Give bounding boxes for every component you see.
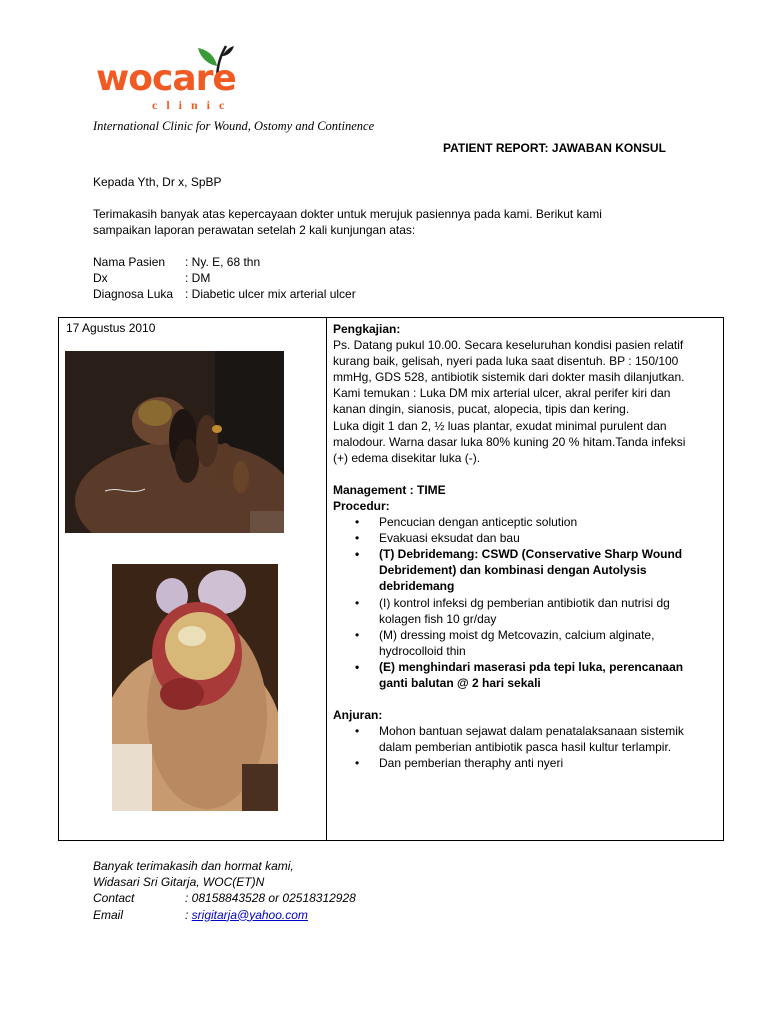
assessment-column: [333, 321, 719, 771]
pengkajian-line: kanan dingin, sianosis, pucat, alopecia, tipis dan kering.: [333, 402, 630, 417]
intro-line: Terimakasih banyak atas kepercayaan dokter untuk merujuk pasiennya pada kami. Berikut kami: [93, 207, 602, 221]
anjuran-list: [333, 723, 719, 771]
procedure-line: • (T) Debridemang: CSWD (Conservative Sharp Wound: [379, 547, 683, 562]
info-row-nama: [93, 254, 260, 270]
intro-paragraph: [93, 206, 653, 238]
procedure-line: hydrocolloid thin: [379, 643, 466, 658]
info-label: Nama Pasien: [93, 255, 166, 269]
info-row-diagnosa: [93, 286, 356, 302]
procedure-line: debridemang: [379, 579, 455, 594]
anjuran-item: [333, 755, 719, 771]
anjuran-line: • Dan pemberian theraphy anti nyeri: [379, 756, 564, 771]
pengkajian-heading: Pengkajian:: [333, 322, 401, 336]
procedure-item: [333, 514, 719, 530]
info-label: Dx: [93, 271, 108, 285]
procedure-line: ganti balutan @ 2 hari sekali: [379, 675, 541, 690]
contact-label: Contact: [93, 891, 135, 906]
report-table: [58, 317, 724, 841]
signature-block: [93, 858, 356, 923]
logo-wordmark: wocare: [96, 58, 236, 99]
pengkajian-line: mmHg, GDS 528, antibiotik sistemik dari dokter masih dilanjutkan.: [333, 370, 685, 385]
signature-name: Widasari Sri Gitarja, WOC(ET)N: [93, 875, 265, 890]
pengkajian-line: malodour. Warna dasar luka 80% kuning 20 % hitam.Tanda infeksi: [333, 434, 686, 449]
procedure-item: [333, 595, 719, 627]
info-value: : DM: [185, 271, 211, 285]
management-heading: Management : TIME: [333, 482, 446, 497]
report-title: PATIENT REPORT: JAWABAN KONSUL: [443, 141, 666, 155]
contact-row: [93, 890, 356, 906]
procedure-line: • (E) menghindari maserasi pda tepi luka, perencanaan: [379, 659, 684, 674]
info-value: : Ny. E, 68 thn: [185, 255, 261, 269]
procedure-line: • Evakuasi eksudat dan bau: [379, 531, 520, 546]
clinic-logo: [96, 44, 260, 114]
procedure-item: [333, 546, 719, 594]
email-link[interactable]: srigitarja@yahoo.com: [191, 907, 308, 922]
info-row-dx: [93, 270, 210, 286]
intro-line: sampaikan laporan perawatan setelah 2 kali kunjungan atas:: [93, 223, 416, 237]
clinic-tagline: International Clinic for Wound, Ostomy and Continence: [93, 119, 375, 133]
wound-photo-toes: [65, 351, 284, 533]
email-prefix: :: [185, 907, 192, 922]
email-label: Email: [93, 907, 124, 922]
column-divider: [326, 318, 327, 840]
procedure-item: [333, 530, 719, 546]
pengkajian-line: Luka digit 1 dan 2, ½ luas plantar, exudat minimal purulent dan: [333, 418, 667, 433]
pengkajian-line: Kami temukan : Luka DM mix arterial ulcer, akral perifer kiri dan: [333, 386, 671, 401]
pengkajian-line: Ps. Datang pukul 10.00. Secara keseluruhan kondisi pasien relatif: [333, 338, 684, 353]
info-value: : Diabetic ulcer mix arterial ulcer: [185, 287, 356, 301]
anjuran-line: • Mohon bantuan sejawat dalam penatalaksanaan sistemik: [379, 724, 684, 739]
procedure-item: [333, 659, 719, 691]
logo-subtitle: clinic: [152, 98, 234, 112]
anjuran-item: [333, 723, 719, 755]
procedure-item: [333, 627, 719, 659]
pengkajian-line: kurang baik, gelisah, nyeri pada luka saat disentuh. BP : 150/100: [333, 354, 679, 369]
procedur-heading: Procedur:: [333, 498, 390, 513]
procedure-line: Debridement) dan kombinasi dengan Autolysis: [379, 563, 647, 578]
wound-photo-plantar: [112, 564, 278, 811]
procedure-list: [333, 514, 719, 691]
email-row: [93, 907, 356, 923]
procedure-line: • Pencucian dengan anticeptic solution: [379, 515, 578, 530]
anjuran-line: dalam pemberian antibiotik pasca hasil kultur terlampir.: [379, 740, 672, 755]
anjuran-heading: Anjuran:: [333, 708, 383, 723]
info-label: Diagnosa Luka: [93, 287, 174, 301]
contact-value: : 08158843528 or 02518312928: [185, 891, 356, 906]
closing-text: Banyak terimakasih dan hormat kami,: [93, 859, 294, 873]
procedure-line: kolagen fish 10 gr/day: [379, 611, 497, 626]
procedure-line: • (I) kontrol infeksi dg pemberian antibiotik dan nutrisi dg: [379, 595, 670, 610]
salutation: Kepada Yth, Dr x, SpBP: [93, 175, 222, 189]
pengkajian-line: (+) edema disekitar luka (-).: [333, 450, 481, 465]
procedure-line: • (M) dressing moist dg Metcovazin, calcium alginate,: [379, 627, 655, 642]
visit-date: 17 Agustus 2010: [66, 321, 156, 335]
